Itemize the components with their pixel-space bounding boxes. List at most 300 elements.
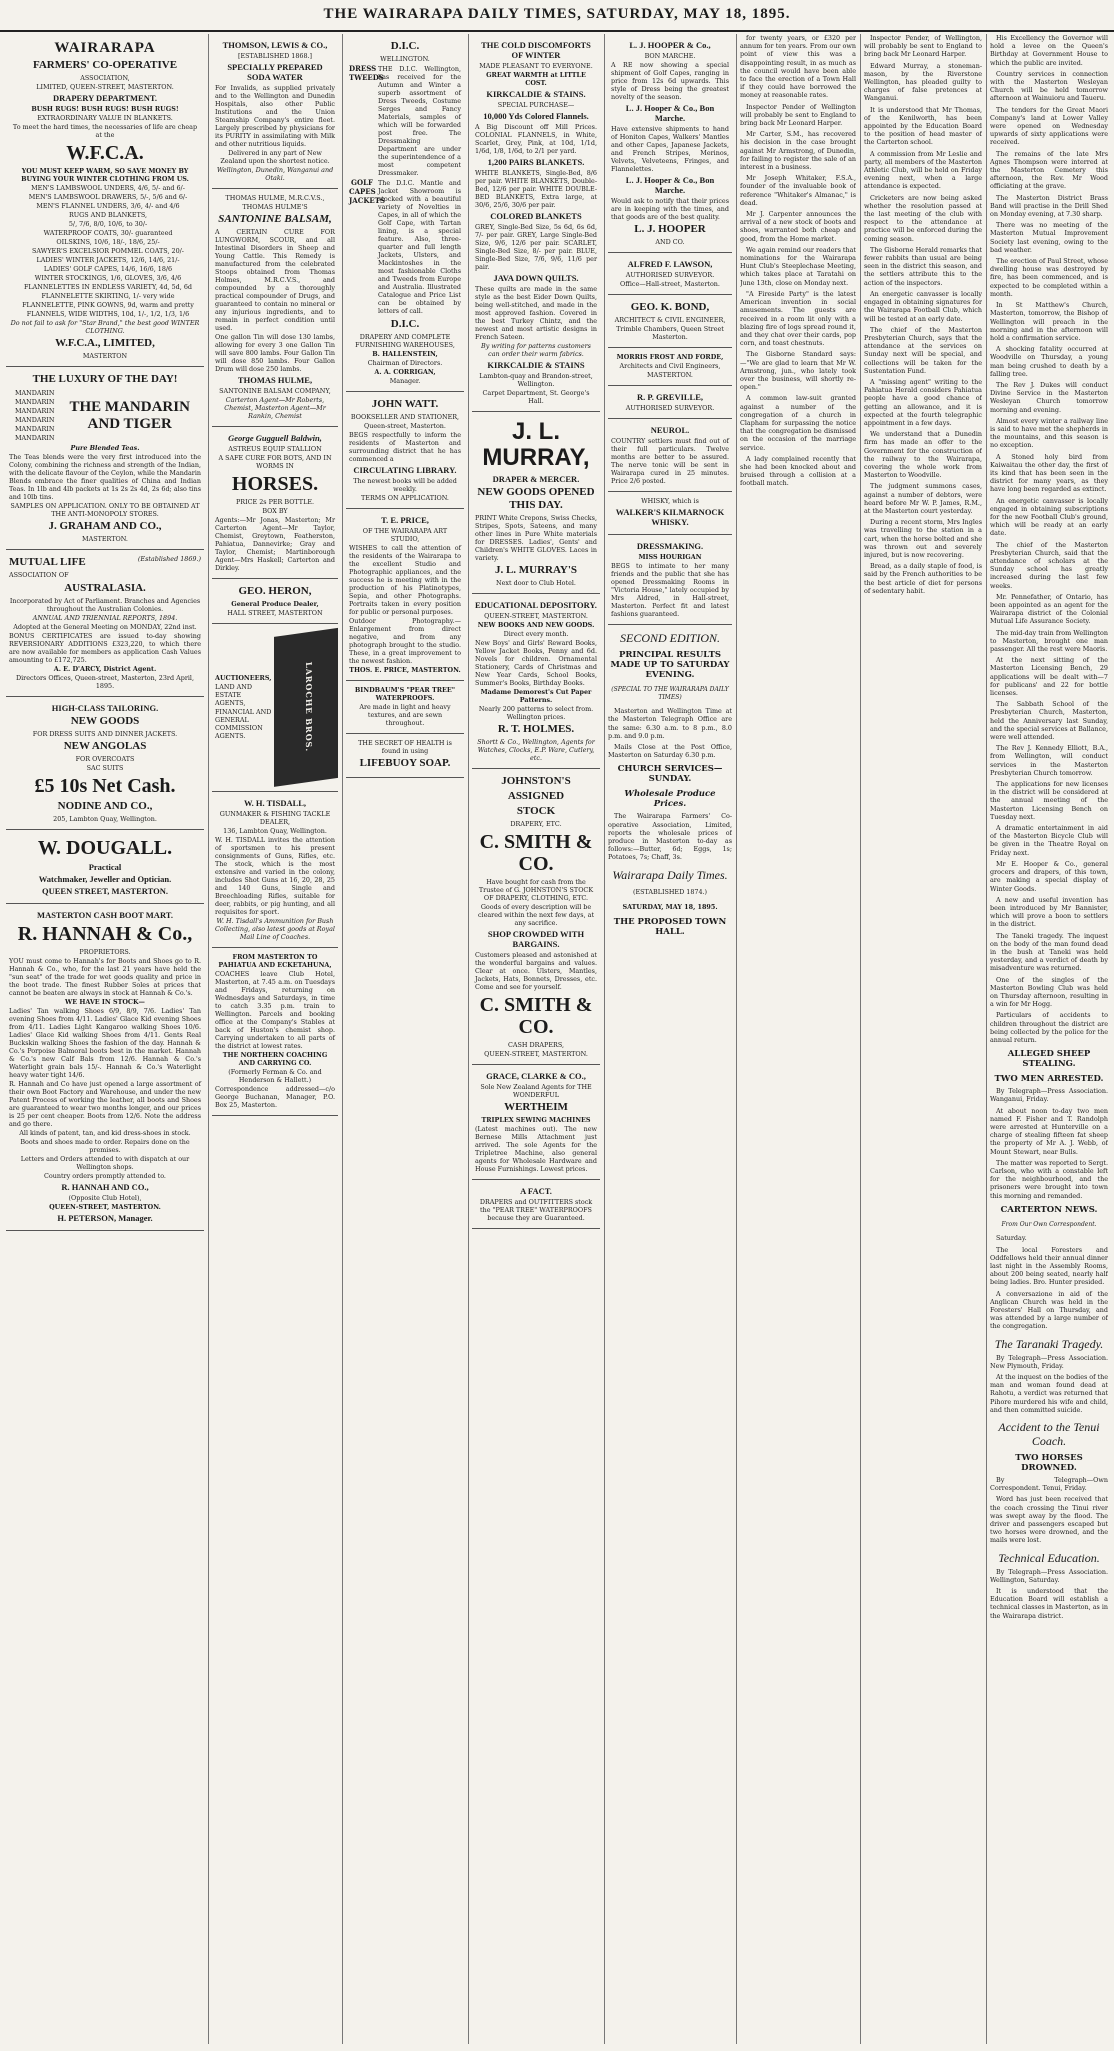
bindbaum-text: Are made in light and heavy textures, and are sewn throughout. xyxy=(359,703,451,727)
news-paragraph: The tenders for the Great Maori Company's land at Lower Valley were opened on Wednesday upwards of sixty applications were received. xyxy=(990,105,1108,147)
murray-name-2: J. L. MURRAY'S xyxy=(494,564,578,576)
price-list-item: MEN'S LAMBSWOOL DRAWERS, 5/-, 5/6 and 6/- xyxy=(28,193,188,201)
murray-name: J. L. MURRAY, xyxy=(482,418,590,471)
fact-text: DRAPERS and OUTFITTERS stock the "PEAR TREE" WATERPROOFS because they are Guaranteed. xyxy=(479,1198,593,1222)
news-paragraph: Mr Joseph Whitaker, F.S.A., founder of the invaluable book of reference "Whitaker's Almanac," is dead. xyxy=(740,174,856,207)
news-paragraph: The Sabbath School of the Presbyterian Church, Masterton, held the Anniversary last Sunday, and the special services at Ballance, were well attended. xyxy=(990,700,1108,742)
financial-agents: FINANCIAL AND GENERAL COMMISSION AGENTS. xyxy=(215,708,272,740)
outdoor-text: Outdoor Photography.—Enlargement from direct negative, and from any photograph brought to the studio. These, in a great improvement to the newest fashion. xyxy=(349,617,461,665)
mutual-established: (Established 1869.) xyxy=(137,555,201,563)
accident-paragraphs xyxy=(990,1476,1108,1545)
heron-ad xyxy=(212,579,338,624)
news-paragraphs xyxy=(990,34,1108,626)
news-paragraph: "A Fireside Party" is the latest American invention in social amusements. The guests are received in a room lit only with a blazing fire of logs spread round it, and they chat over their cards, pop corn, and toast chestnuts. xyxy=(740,289,856,348)
news-paragraph: Cricketers are now being asked whether the resolution passed at the last meeting of the club with respect to the attendance at practice will be enforced during the coming season. xyxy=(864,193,982,243)
hannah-name: R. HANNAH & Co., xyxy=(17,923,193,945)
dougall-address: QUEEN STREET, MASTERTON. xyxy=(42,886,168,896)
column-7 xyxy=(864,34,982,2044)
taneki-heading: The Taranaki Tragedy. xyxy=(994,1336,1104,1351)
soda-text: For Invalids, as supplied privately and to the Wellington and Dunedin Hospitals, also other Public Institutions and the Union Steamship Company's entire fleet. Largely prescribed by physicians for its PURITY in assimilating with Milk and other nutritious liquids. xyxy=(215,84,335,148)
holmes-top: THOMAS HULME, M.R.C.V.S., xyxy=(225,194,325,202)
great-warmth: GREAT WARMTH at LITTLE COST. xyxy=(486,71,586,87)
tisdall-agent: W. H. Tisdall's Ammunition for Bush Collecting, also latest goods at Royal Mail Line of Coaches. xyxy=(215,917,335,941)
news-paragraph: The applications for new licenses in the district will be considered at the annual meeting of the Masterton Licensing Bench on Tuesday next. xyxy=(990,780,1108,821)
edu-ad xyxy=(472,594,600,769)
neurol-text: COUNTRY settlers must find out of their full particulars. Twelve months are better to be assured. The nerve tonic will be sent in Wairarapa cured in 25 minutes. Price 2/6 posted. xyxy=(611,437,729,485)
colored-text: GREY, Single-Bed Size, 5s 6d, 6s 6d, 7/- per pair. GREY, Large Single-Bed Size, 9/6, 12/6 per pair. SCARLET, Single-Bed Size, 8/- per pair. BLUE, Single-Bed Size, 7/6, 9/6, 11/6 per pair. xyxy=(475,223,597,271)
overcoats: FOR OVERCOATS xyxy=(75,755,135,763)
price-list-item: LADIES' WINTER JACKETS, 12/6, 14/6, 21/- xyxy=(36,256,180,264)
mandarin-side-item: MANDARIN xyxy=(15,425,55,433)
bond-trade: ARCHITECT & CIVIL ENGINEER, xyxy=(614,316,726,324)
mandarin-side-list xyxy=(9,388,54,443)
price-list-item: FLANNELETTE, PINK GOWNS, 9d, warm and pretty xyxy=(22,301,194,309)
madame-patterns: Madame Demorest's Cut Paper Patterns. xyxy=(480,688,592,704)
news-paragraph: Mr E. Hooper & Co., general grocers and drapers, of this town, are making a special display of Winter Goods. xyxy=(990,859,1108,893)
nodine-address: 205, Lambton Quay, Wellington. xyxy=(53,815,157,823)
column-1 xyxy=(6,34,204,2044)
mandarin-side-item: MANDARIN xyxy=(15,416,55,424)
news-paragraph: At the inquest on the bodies of the man and woman found dead at Rahotu, a verdict was returned that Pihore murdered his wife and child, and then committed suicide. xyxy=(990,1373,1108,1414)
smith-text: Have bought for cash from the Trustee of G. JOHNSTON'S STOCK OF DRAPERY, CLOTHING, ETC. xyxy=(478,878,594,902)
health-text: THE SECRET OF HEALTH is found in using xyxy=(358,739,452,755)
morris-ad xyxy=(608,348,732,386)
auctioneers: AUCTIONEERS, xyxy=(215,674,272,682)
column-8 xyxy=(990,34,1108,2044)
news-paragraph: During a recent storm, Mrs Ingles was travelling to the station in a cart, when the horse bolted and she was thrown out and severely injured, but is now recovering. xyxy=(864,518,982,559)
heron-address: HALL STREET, MASTERTON xyxy=(227,609,323,617)
graham-name: J. GRAHAM AND CO., xyxy=(48,520,162,532)
watt-name: JOHN WATT. xyxy=(371,398,439,410)
shortt-text: Shortt & Co., Wellington, Agents for Watches, Clocks, E.P. Ware, Cutlery, etc. xyxy=(477,738,595,762)
mantle-text: The D.I.C. Mantle and Jacket Showroom is stocked with a beautiful variety of Novelties in Capes, in all of which the Golf Cape, with Tartan lining, is a special feature. Also, three-quarter and full length Jackets, Ulsters, and Mackintoshes in the most fashionable Cloths and Tweeds from Europe and Australia. Illustrated Catalogue and Price List can be obtained by letters of call. xyxy=(378,179,461,315)
news-paragraph: A common law-suit granted against a number of the congregation of a church in Clapham for surpassing the notice that the congregation be dismissed on the occasion of the marriage service. xyxy=(740,394,856,452)
smith-name-2: C. SMITH & CO. xyxy=(479,994,593,1038)
dougall-name: W. DOUGALL. xyxy=(37,837,173,859)
triplex-text: (Latest machines out). The new Bernese Mills Attachment just arrived. The sole Agents for the Tripletree Machine, also general agents for Wholesale Hardware and House Furnishings. Lowest prices. xyxy=(475,1125,597,1173)
jackets-label: JACKETS xyxy=(349,196,385,205)
news-paragraph: for twenty years, or £320 per annum for ten years. From our own point of view this was a disappointing result, in as much as the council would have been able to face the erection of a Town Hall if they could have borrowed the money at reasonable rates. xyxy=(740,34,856,100)
news-paragraph: Bread, as a daily staple of food, is said by the French authorities to be the best article of diet for persons of sedentary habit. xyxy=(864,562,982,595)
meet-text: To meet the hard times, the necessaries of life are cheap at the xyxy=(12,123,198,139)
hannah-address: R. HANNAH AND CO., xyxy=(61,1182,149,1192)
column-rule xyxy=(860,34,861,2044)
lifebuoy-ad xyxy=(346,734,464,778)
edu-heading: EDUCATIONAL DEPOSITORY. xyxy=(475,600,597,610)
column-rule xyxy=(342,34,343,2044)
nodine-name: NODINE AND CO., xyxy=(57,800,153,812)
news-paragraph: Country services in connection with the Masterton Wesleyan Church will be held tomorrow afternoon at Wainuioru and Taueru. xyxy=(990,69,1108,103)
news-paragraph: The Rev J. Dukes will conduct Divine Service in the Masterton Wesleyan Church tomorrow morning and evening. xyxy=(990,380,1108,414)
grace-ad xyxy=(472,1065,600,1180)
flannel-heading: 10,000 Yds Colored Flannels. xyxy=(483,111,589,121)
drapery-heading: DRAPERY DEPARTMENT. xyxy=(52,93,158,103)
balsam-price: One gallon Tin will dose 130 lambs, allowing for every 3 one Gallon Tin will save 800 lambs. Four Gallon Tin will dose 850 lambs. Four Gallon Drum will dose 250 lambs. xyxy=(215,333,335,373)
produce-heading: Wholesale Produce Prices. xyxy=(624,789,716,810)
greville-ad xyxy=(608,386,732,419)
dougall-trade: Watchmaker, Jeweller and Optician. xyxy=(38,874,172,884)
produce-text: The Wairarapa Farmers' Co-operative Association, Limited, reports the wholesale prices of produce in Masterton to-day as follows:—Butter, 6d; Eggs, 1s; Potatoes, 7s; Chaff, 3s. xyxy=(608,812,732,862)
news-paragraph: Mr. Pennefather, of Ontario, has been appointed as an agent for the Wairarapa district of the Colonial Mutual Life Assurance Society. xyxy=(990,592,1108,626)
samples-text: SAMPLES ON APPLICATION. ONLY TO BE OBTAINED AT THE ANTI-MONOPOLY STORES. xyxy=(10,502,200,518)
news-paragraph: At about noon to-day two men named F. Fisher and T. Randolph were arrested at Hunterville on a charge of stealing fifteen fat sheep the property of Mr A. J. Webb, of Mount Stewart, near Bulls. xyxy=(990,1106,1108,1156)
news-paragraph: There was no meeting of the Masterton Mutual Improvement Society last evening, owing to the bad weather. xyxy=(990,221,1108,254)
we-have: WE HAVE IN STOCK— xyxy=(65,998,145,1006)
chairman: Chairman of Directors. xyxy=(367,359,443,367)
sac-price: £5 10s Net Cash. xyxy=(34,775,176,797)
price-list-item: SAWYER'S EXCELSIOR POMMEL COATS, 20/- xyxy=(32,247,184,255)
dressmaking-heading: DRESSMAKING. xyxy=(636,541,704,551)
lifebuoy-heading: LIFEBUOY SOAP. xyxy=(359,757,451,769)
fact-heading: A FACT. xyxy=(520,1186,552,1196)
nodine-ad xyxy=(6,697,204,830)
church-heading: CHURCH SERVICES—SUNDAY. xyxy=(617,764,723,785)
delivered-text: Delivered in any part of New Zealand upon the shortest notice. xyxy=(220,149,330,165)
watt-ad xyxy=(346,392,464,509)
mandarin-heading: THE MANDARIN AND TIGER xyxy=(69,398,190,432)
news-paragraph: A Stoned holy bird from Kaiwaitau the other day, the first of its kind that has been seen in the district for many years, as they have long been regarded as extinct. xyxy=(990,452,1108,494)
hallenstein: B. HALLENSTEIN, xyxy=(372,350,438,358)
thomson-ad xyxy=(212,34,338,189)
morris-trade: Architects and Civil Engineers, xyxy=(619,362,721,370)
news-paragraph: A "missing agent" writing to the Pahiatua Herald considers Pahiatua people have a good chance of getting an allowance, and it is expected at the fourth telegraphic appointment in a few days. xyxy=(864,377,982,427)
lawson-office: Office—Hall-street, Masterton. xyxy=(620,280,720,288)
graham-place: MASTERTON. xyxy=(82,535,128,543)
news-paragraph: The Gisborne Standard says:—"We are glad to learn that Mr W. Armstrong, jun., who lately took over the business, will shortly re-open." xyxy=(740,350,856,392)
news-paragraph: The Gisborne Herald remarks that fewer rabbits than usual are being seen in the district this season, and the settlers attribute this to the action of the inspectors. xyxy=(864,245,982,287)
carterton-agent: Carterton Agent—Mr Roberts, Chemist, Masterton Agent—Mr Rankin, Chemist xyxy=(224,396,326,420)
coaching-company: THE NORTHERN COACHING AND CARRYING CO. xyxy=(222,1051,328,1067)
second-edition: SECOND EDITION. xyxy=(619,631,720,645)
boot-text: YOU must come to Hannah's for Boots and Shoes go to R. Hannah & Co., who, for the last 21 years have held the "sun seat" of the trade for wet goods quality and price in the boot trade. The finest Rubber Soles at prices that cannot be beaten are always in stock at Hannah & Co.'s. xyxy=(9,957,201,997)
holmes-name: R. T. HOLMES. xyxy=(497,723,575,735)
thomson-est: [ESTABLISHED 1868.] xyxy=(237,52,313,60)
boot-items: Ladies' Tan walking Shoes 6/9, 8/9, 7/6. Ladies' Tan evening Shoes from 4/11. Ladies' Glace Kid evening Shoes from 4/11. Ladies Light Kangaroo walking Shoes 10/6. Ladies' Glace Kid walking Shoes from 4/11. Gents Real Buckskin walking Shoes the fashion of the day. Hannah & Co.'s Porpoise Balmoral boots best in the market. Hannah & Co.'s new Calf Bals from 12/6. Hannah & Co.'s Waterlight grain bals 15/-. Hannah & Co.'s Waterlight heavy water tight 14/6. xyxy=(9,1007,201,1079)
watt-address: Queen-street, Masterton. xyxy=(364,422,446,430)
farmers-ad xyxy=(6,34,204,367)
news-paragraph: The Masterton District Brass Band will practise in the Drill Shed on Monday evening, at 7.30 sharp. xyxy=(990,193,1108,219)
news-paragraph: A dramatic entertainment in aid of the Masterton Bicycle Club will be given in the Theatre Royal on Friday next. xyxy=(990,824,1108,857)
news-paragraph: An energetic canvasser is locally engaged in obtaining signatures for the Wairarapa Football Club, which will be tested at an early date. xyxy=(864,289,982,323)
bindbaum-heading: BINDBAUM'S "PEAR TREE" WATERPROOFS. xyxy=(354,686,456,702)
farmers-title: WAIRARAPA xyxy=(54,40,156,56)
sheep-heading: ALLEGED SHEEP STEALING. xyxy=(1007,1049,1091,1070)
walker-heading: WALKER'S KILMARNOCK WHISKY. xyxy=(615,507,725,527)
smith-goods: Goods of every description will be cleared within the next few days, at any sacrifice. xyxy=(477,903,595,927)
corrigan-manager: Manager. xyxy=(389,377,421,385)
kirkcaldie-name: KIRKCALDIE & STAINS. xyxy=(486,89,586,99)
peterson-manager: H. PETERSON, Manager. xyxy=(57,1213,153,1223)
direct-monthly: Direct every month. xyxy=(503,630,569,638)
hourigan-name: MISS HOURIGAN xyxy=(638,553,702,561)
news-paragraph: By Telegraph—Press Association. New Plymouth, Friday. xyxy=(990,1353,1108,1370)
news-paragraph: It is understood that Mr Thomas, of the Kenilworth, has been appointed by the Education Board to the position of head master of the Carterton school. xyxy=(864,105,982,147)
sheep-paragraphs xyxy=(990,1087,1108,1200)
coaching-corr: Correspondence addressed—c/o George Buchanan, Manager, P.O. Box 25, Masterton. xyxy=(215,1085,335,1109)
dic-drapery: DRAPERY AND COMPLETE FURNISHING WAREHOUSES, xyxy=(355,333,455,349)
mandarin-side-item: MANDARIN xyxy=(15,389,55,397)
hooper-sub: L. J. Hooper & Co., Bon Marche. xyxy=(625,103,715,123)
java-text: These quilts are made in the same style as the best Eider Down Quilts, being well-stitched, and made in the most approved fashion. Covered in the best Turkey Chintz, and the newest and most artistic designs in French Sateen. xyxy=(475,285,597,341)
mutual-association: ASSOCIATION OF xyxy=(9,571,69,579)
news-paragraph: Edward Murray, a stoneman-mason, by the Riverstone Wellington, has pleaded guilty to charges of false pretences at Wanganui. xyxy=(864,61,982,103)
news-paragraph: Inspector Pender of Wellington will probably be sent to England to bring back Mr Leonard Harper. xyxy=(740,102,856,128)
news-paragraph: In St Matthew's Church, Masterton, tomorrow, the Bishop of Wellington will preach in the morning and in the afternoon will hold a confirmation service. xyxy=(990,301,1108,342)
columns xyxy=(6,34,1108,2046)
shop-crowded: SHOP CROWDED WITH BARGAINS. xyxy=(487,929,585,949)
lj-hooper: L. J. HOOPER xyxy=(634,223,706,235)
news-paragraph: By Telegraph—Own Correspondent. Tenui, Friday. xyxy=(990,1476,1108,1493)
triplex: TRIPLEX SEWING MACHINES xyxy=(481,1116,591,1124)
column-5 xyxy=(608,34,732,2044)
soda-heading: SPECIALLY PREPARED SODA WATER xyxy=(227,62,323,82)
price-list-item: MEN'S FLANNEL UNDERS, 3/6, 4/- and 4/6 xyxy=(36,202,180,210)
grace-agents: Sole New Zealand Agents for THE WONDERFUL xyxy=(480,1083,592,1099)
morris-name: MORRIS FROST AND FORDE, xyxy=(616,353,724,361)
country-orders: Country orders promptly attended to. xyxy=(44,1172,166,1180)
price-ad xyxy=(346,509,464,681)
bond-ad xyxy=(608,295,732,348)
news-paragraph: Inspector Pender, of Wellington, will probably be sent to England to bring back Mr Leonard Harper. xyxy=(864,34,982,59)
neurol-ad xyxy=(608,419,732,492)
new-angolas: NEW ANGOLAS xyxy=(63,740,147,752)
dougall-ad xyxy=(6,830,204,904)
annual-reports: ANNUAL AND TRIENNIAL REPORTS, 1894. xyxy=(32,614,178,622)
mandarin-side-item: MANDARIN xyxy=(15,407,55,415)
hannah-proprietors: PROPRIETORS. xyxy=(79,948,131,956)
news-paragraph: The Taneki tragedy. The inquest on the body of the man found dead in the bush at Taneki was held yesterday, and a verdict of death by misadventure was returned. xyxy=(990,931,1108,973)
price-sign: THOS. E. PRICE, MASTERTON. xyxy=(349,666,461,674)
and-co: AND CO. xyxy=(655,238,685,246)
tisdall-address: 136, Lambton Quay, Wellington. xyxy=(223,827,327,835)
cash-drapers: CASH DRAPERS, xyxy=(508,1041,564,1049)
news-paragraph: It is understood that the Education Board will establish a technical classes in Masterton, as in the Wairarapa district. xyxy=(990,1587,1108,1620)
two-men-heading: TWO MEN ARRESTED. xyxy=(994,1074,1104,1085)
carterton-heading: CARTERTON NEWS. xyxy=(1000,1204,1098,1215)
australasia-heading: AUSTRALASIA. xyxy=(64,582,146,594)
lawson-name: ALFRED F. LAWSON, xyxy=(627,259,713,269)
carpet-dept: Carpet Department, St. George's Hall. xyxy=(482,389,590,405)
wfca-limited: W.F.C.A., LIMITED, xyxy=(55,337,155,349)
mutual-heading: MUTUAL LIFE xyxy=(9,556,86,568)
letter-text: By writing for patterns customers can order their warm fabrics. xyxy=(481,342,591,358)
dic-ad xyxy=(346,34,464,392)
town-hall-heading: THE PROPOSED TOWN HALL. xyxy=(613,917,727,938)
dressmaking-ad xyxy=(608,535,732,625)
tea-text: The Teas blends were the very first introduced into the Colony, combining the richness and strength of the Indian, with the delicate flavour of the Ceylon, while the Mandarin Blends embrace the finer qualities of China and Indian Teas. In 1lb and 4lb packets at 1s 2s 2s 4d, 2s 6d; also tins and 10lb tins. xyxy=(9,453,201,501)
lawson-trade: AUTHORISED SURVEYOR. xyxy=(625,271,715,279)
established: (ESTABLISHED 1874.) xyxy=(632,888,708,897)
neurol-heading: NEUROL. xyxy=(650,425,690,435)
news-paragraphs xyxy=(990,629,1108,1045)
bush-rugs: BUSH RUGS! BUSH RUGS! BUSH RUGS! xyxy=(31,105,179,113)
laroche-ad xyxy=(212,624,338,792)
golf-label: GOLF xyxy=(351,178,373,187)
hooper-sub-2: L. J. Hooper & Co., Bon Marche. xyxy=(625,175,715,195)
dic-place: WELLINGTON. xyxy=(380,55,430,63)
column-6 xyxy=(740,34,856,2044)
hannah-queen-st: QUEEN-STREET, MASTERTON. xyxy=(49,1203,161,1211)
coach-text: COACHES leave Club Hotel, Masterton, at 7.45 a.m. on Tuesdays and Fridays, returning on Wednesdays and Saturdays, in time to catch 3.35 p.m. train to Wellington. Parcels and booking office at the Company's Stables at back of Huston's chemist shop. Carrying undertaken to all parts of the district at lowest rates. xyxy=(215,970,335,1050)
blankets-heading: 1,200 PAIRS BLANKETS. xyxy=(487,157,585,167)
greville-name: R. P. GREVILLE, xyxy=(636,392,704,402)
star-brand-note: Do not fail to ask for "Star Brand," the best good WINTER CLOTHING. xyxy=(10,319,200,335)
hooper-ad xyxy=(608,34,732,253)
news-paragraph: The judgment summons cases, against a number of debtors, were heard before Mr W. P. James, R.M., at the Masterton court yesterday. xyxy=(864,482,982,515)
column-rule xyxy=(208,34,209,2044)
balsam-ad xyxy=(212,189,338,427)
whisky-text: WHISKY, which is xyxy=(641,497,699,505)
kirkcaldie-address: Lambton-quay and Brandon-street, Wellington. xyxy=(479,372,593,388)
blanket-text: WHITE BLANKETS, Single-Bed, 8/6 per pair. WHITE BLANKETS, Double-Bed, 12/6 per pair. WHITE DOUBLE-BED BLANKETS, Extra large, at 30/6, 25/6, 30/6 per pair. xyxy=(475,169,597,209)
news-paragraph: By Telegraph—Press Association. Wanganui, Friday. xyxy=(990,1087,1108,1104)
baldwin-name: George Gugguell Baldwin, xyxy=(228,433,322,443)
grace-name: GRACE, CLARKE & CO., xyxy=(486,1071,586,1081)
hooper-text: A RE now showing a special shipment of Golf Capes, ranging in price from 12s 6d upwards. This style of Dress being the greatest novelty of the season. xyxy=(611,61,729,101)
bond-address: Trimble Chambers, Queen Street Masterton. xyxy=(616,325,724,341)
hours-text: Masterton and Wellington Time at the Masterton Telegraph Office are the same: 6.30 a.m. to 8 p.m., 8.0 p.m. and 9.0 p.m. xyxy=(608,707,732,740)
farmers-sub: ASSOCIATION, xyxy=(80,74,130,82)
bon-marche: BON MARCHE. xyxy=(644,52,696,60)
dic-heading: D.I.C. xyxy=(390,40,420,52)
hourigan-text: BEGS to intimate to her many friends and the public that she has opened Dressmaking Rooms in "Victoria House," lately occupied by Mrs Aldred, in Hall-street, Masterton. Perfect fit and latest fashions guaranteed. xyxy=(611,562,729,618)
thomson-places: Wellington, Dunedin, Wanganui and Otaki. xyxy=(216,166,334,182)
kirkcaldie-name-2: KIRKCALDIE & STAINS xyxy=(487,360,585,370)
column-rule xyxy=(986,34,987,2044)
hooper-text-2: Have extensive shipments to hand of Honiton Capes, Walkers' Mantles and other Capes, Japanese Jackets, and French Stripes, Merinos, Velvets, Velveteens, Fringes, and Flannelettes. xyxy=(611,125,729,173)
heron-name: GEO. HERON, xyxy=(238,585,312,597)
walker-ad xyxy=(608,492,732,535)
news-paragraph: We again remind our readers that nominations for the Wairarapa Hunt Club's Steeplechase Meeting, which takes place at Taratahi on June 13th, close on Monday next. xyxy=(740,245,856,287)
murray-trade: DRAPER & MERCER. xyxy=(492,474,580,484)
morris-place: MASTERTON. xyxy=(647,371,693,379)
sac-suits: SAC SUITS xyxy=(86,764,124,772)
masthead xyxy=(0,0,1114,32)
coaching-formerly: (Formerly Ferman & Co. and Henderson & Hallett.) xyxy=(228,1068,322,1084)
library-text: The newest books will be added weekly. xyxy=(353,477,457,493)
thomson-name: THOMSON, LEWIS & CO., xyxy=(222,40,328,50)
made-pleasant: MADE PLEASANT TO EVERYONE. xyxy=(479,62,593,70)
edu-address: QUEEN-STREET, MASTERTON. xyxy=(484,612,588,620)
cold-heading: THE COLD DISCOMFORTS OF WINTER xyxy=(481,40,591,60)
news-paragraph: At the next sitting of the Masterton Licensing Bench, 29 applications will be dealt with—7 for publicans' and 22 for bottle licenses. xyxy=(990,656,1108,698)
dougall-practical: Practical xyxy=(88,862,122,872)
smith-ad xyxy=(472,769,600,1065)
new-books: NEW BOOKS AND NEW GOODS. xyxy=(477,621,595,629)
news-paragraph: A conversazione in aid of the Anglican Church was held in the Foresters' Hall on Thursday, and was attended by a large number of the congregation. xyxy=(990,1289,1108,1331)
tisdall-trade: GUNMAKER & FISHING TACKLE DEALER, xyxy=(219,810,331,826)
bindbaum-ad xyxy=(346,681,464,734)
smith-text-2: Customers pleased and astonished at the wonderful bargains and values. Clear at once. Ulsters, Mantles, Jackets, Hats, Bonnets, Dresses, etc. Come and see for yourself. xyxy=(475,951,597,991)
news-paragraph: The erection of Paul Street, whose dwelling house was destroyed by fire, has been commenced, and is expected to be completed within a month. xyxy=(990,257,1108,298)
all-kinds: All kinds of patent, tan, and kid dress-shoes in stock. xyxy=(19,1129,191,1137)
column-rule xyxy=(468,34,469,2044)
horses-heading: HORSES. xyxy=(231,473,319,495)
special-purchase: SPECIAL PURCHASE— xyxy=(497,101,575,109)
heron-dealer: General Produce Dealer, xyxy=(231,600,319,608)
mandarin-side-item: MANDARIN xyxy=(15,434,55,442)
mail-text: Mails Close at the Post Office, Masterton on Saturday 6.30 p.m. xyxy=(608,743,732,760)
coach-ad xyxy=(212,948,338,1116)
column-rule xyxy=(736,34,737,2044)
column-4 xyxy=(472,34,600,2044)
price-list-item: WINTER STOCKINGS, 1/6, GLOVES, 3/6, 4/6 xyxy=(34,274,182,282)
repairs: Boots and shoes made to order. Repairs done on the premises. xyxy=(20,1138,190,1154)
library-heading: CIRCULATING LIBRARY. xyxy=(353,465,457,475)
tisdall-text: W. H. TISDALL invites the attention of sportsmen to his present consignments of Guns, Rifles, etc. The stock, which is the most extensive and varied in the colony, includes Shot Guns at 16, 20, 28, 25 and 140 Guns, Single and Breechloading Rifles, suitable for deer, rabbits, or pig hunting, and all requisites for sport. xyxy=(215,836,335,916)
news-paragraph: The remains of the late Mrs Agnes Thompson were interred at the Masterton Cemetery this afternoon, the Rev. Mr Wood officiating at the grave. xyxy=(990,149,1108,191)
dic-text: THE D.I.C. Wellington, has received for the Autumn and Winter a superb assortment of Dress Tweeds, Costume Serges and Fancy Materials, samples of which will be forwarded post free. The Dressmaking Department are under the superintendence of a most competent Dressmaker. xyxy=(378,65,461,177)
tisdall-ad xyxy=(212,792,338,948)
holmes-name: THOMAS HULME'S xyxy=(242,203,308,211)
cash-boot-mart: MASTERTON CASH BOOT MART. xyxy=(37,910,173,920)
edu-text: New Boys' and Girls' Reward Books, Yellow Jacket Books, Penny and 6d. Novels for children. Ornamental Stationery, Cards of Christmas and New Year Cards, School Books, Summer's Books, Birthday Books. xyxy=(475,639,597,687)
safe-text: A SAFE CURE FOR BOTS, AND IN WORMS IN xyxy=(218,454,332,470)
farmers-title-2: FARMERS' CO-OPERATIVE xyxy=(32,59,178,71)
horses-drowned: TWO HORSES DROWNED. xyxy=(1015,1453,1083,1474)
price-list-item: MEN'S LAMBSWOOL UNDERS, 4/6, 5/- and 6/- xyxy=(31,184,185,192)
price-list-item: 5/, 7/6, 8/0, 10/6, to 30/- xyxy=(68,220,148,228)
wfca-heading: W.F.C.A. xyxy=(66,142,144,164)
boot-more: R. Hannah and Co have just opened a large assortment of their own Boot Factory and Warehouse, and under the new Patent Process of working the leather, all boots and Shoes are guaranteed to wear two months longer, and our prices is 25 per cent cheaper. Boots from 12/6. Note the address and go there. xyxy=(9,1080,201,1128)
news-paragraph: One of the singles of the Masterton Bowling Club was held on Thursday afternoon, resulting in a win for Mr Hogg. xyxy=(990,975,1108,1009)
column-3 xyxy=(346,34,464,2044)
news-paragraph: The Rev J. Kennedy Elliott, B.A., from Wellington, will conduct services in the Masterton Presbyterian Church tomorrow. xyxy=(990,744,1108,777)
bonus-text: BONUS CERTIFICATES are issued to-day showing REVERSIONARY ADDITIONS £323,220, to which there are now available for members as application Cash Values amounting to £172,725. xyxy=(9,632,201,664)
taneki-paragraphs xyxy=(990,1354,1108,1414)
news-paragraph: A commission from Mr Leslie and party, all members of the Masterton Athletic Club, will be held on Friday evening next, when a large attendance is expected. xyxy=(864,149,982,191)
telegraph-note: (SPECIAL TO THE WAIRARAPA DAILY TIMES) xyxy=(611,686,729,701)
watt-trade: BOOKSELLER AND STATIONER, xyxy=(350,413,460,421)
issue-date: SATURDAY, MAY 18, 1895. xyxy=(622,902,718,911)
tech-heading: Technical Education. xyxy=(998,1550,1100,1565)
colored-heading: COLORED BLANKETS xyxy=(490,211,582,221)
baldwin-ad xyxy=(212,427,338,579)
horses-price: PRICE 2s PER BOTTLE. xyxy=(235,498,315,506)
fact-ad xyxy=(472,1180,600,1229)
hannah-ad xyxy=(6,904,204,1231)
news-paragraph: The matter was reported to Sergt. Carlson, who with a constable left for the neighbourhood, and the prisoners were brought into town this morning and remanded. xyxy=(990,1158,1108,1200)
letters: Letters and Orders attended to with dispatch at our Wellington shops. xyxy=(20,1155,190,1171)
darcy-address: Directors Offices, Queen-street, Masterton, 23rd April, 1895. xyxy=(15,674,194,690)
news-paragraph: Particulars of accidents to children throughout the district are being collected by the police for the annual return. xyxy=(990,1011,1108,1044)
mandarin-side-item: MANDARIN xyxy=(15,398,55,406)
suits-text: FOR DRESS SUITS AND DINNER JACKETS. xyxy=(32,730,178,738)
farmers-sub-2: LIMITED, QUEEN-STREET, MASTERTON. xyxy=(36,83,174,91)
news-paragraph: An energetic canvasser is locally engaged in obtaining subscriptions for the new Football Club's ground, which will be ready at an early date. xyxy=(990,496,1108,538)
hannah-opposite: (Opposite Club Hotel), xyxy=(68,1194,142,1202)
capes-label: CAPES xyxy=(349,187,376,196)
news-paragraph: By Telegraph—Press Association. Wellington, Saturday. xyxy=(990,1567,1108,1584)
holmes-sign: THOMAS HULME, xyxy=(237,375,313,385)
price-list-item: FLANNELETTES IN ENDLESS VARIETY, 4d, 5d, 6d xyxy=(24,283,192,291)
greville-trade: AUTHORISED SURVEYOR. xyxy=(625,404,715,412)
flannel-text: A Big Discount off Mill Prices. COLONIAL FLANNELS, in White, Scarlet, Grey, Pink, at 10d, 1/1d, 1/6d, 1/8, 1/6d, to 2/1 per yard. xyxy=(475,123,597,155)
mutual-life-ad xyxy=(6,550,204,697)
news-paragraph: The mid-day train from Wellington to Masterton, brought one man passenger. All the rest were Maoris. xyxy=(990,628,1108,654)
darcy-agent: A. E. D'ARCY, District Agent. xyxy=(53,665,157,673)
accident-heading: Accident to the Tenui Coach. xyxy=(998,1420,1100,1449)
bond-name: GEO. K. BOND, xyxy=(630,301,710,313)
murray-next-door: Next door to Club Hotel. xyxy=(496,579,576,587)
price-list-item: WATERPROOF COATS, 30/- guaranteed xyxy=(43,229,173,237)
daily-times-heading: Wairarapa Daily Times. xyxy=(612,867,728,882)
murray-ad xyxy=(472,412,600,594)
pure-blended: Pure Blended Teas. xyxy=(70,444,140,452)
santonine-company: SANTONINE BALSAM COMPANY, xyxy=(219,387,331,395)
laroche-banner: LAROCHE BROS. xyxy=(274,627,338,787)
news-paragraph: A lady complained recently that she had been knocked about and bruised through a collision at a football match. xyxy=(740,454,856,488)
